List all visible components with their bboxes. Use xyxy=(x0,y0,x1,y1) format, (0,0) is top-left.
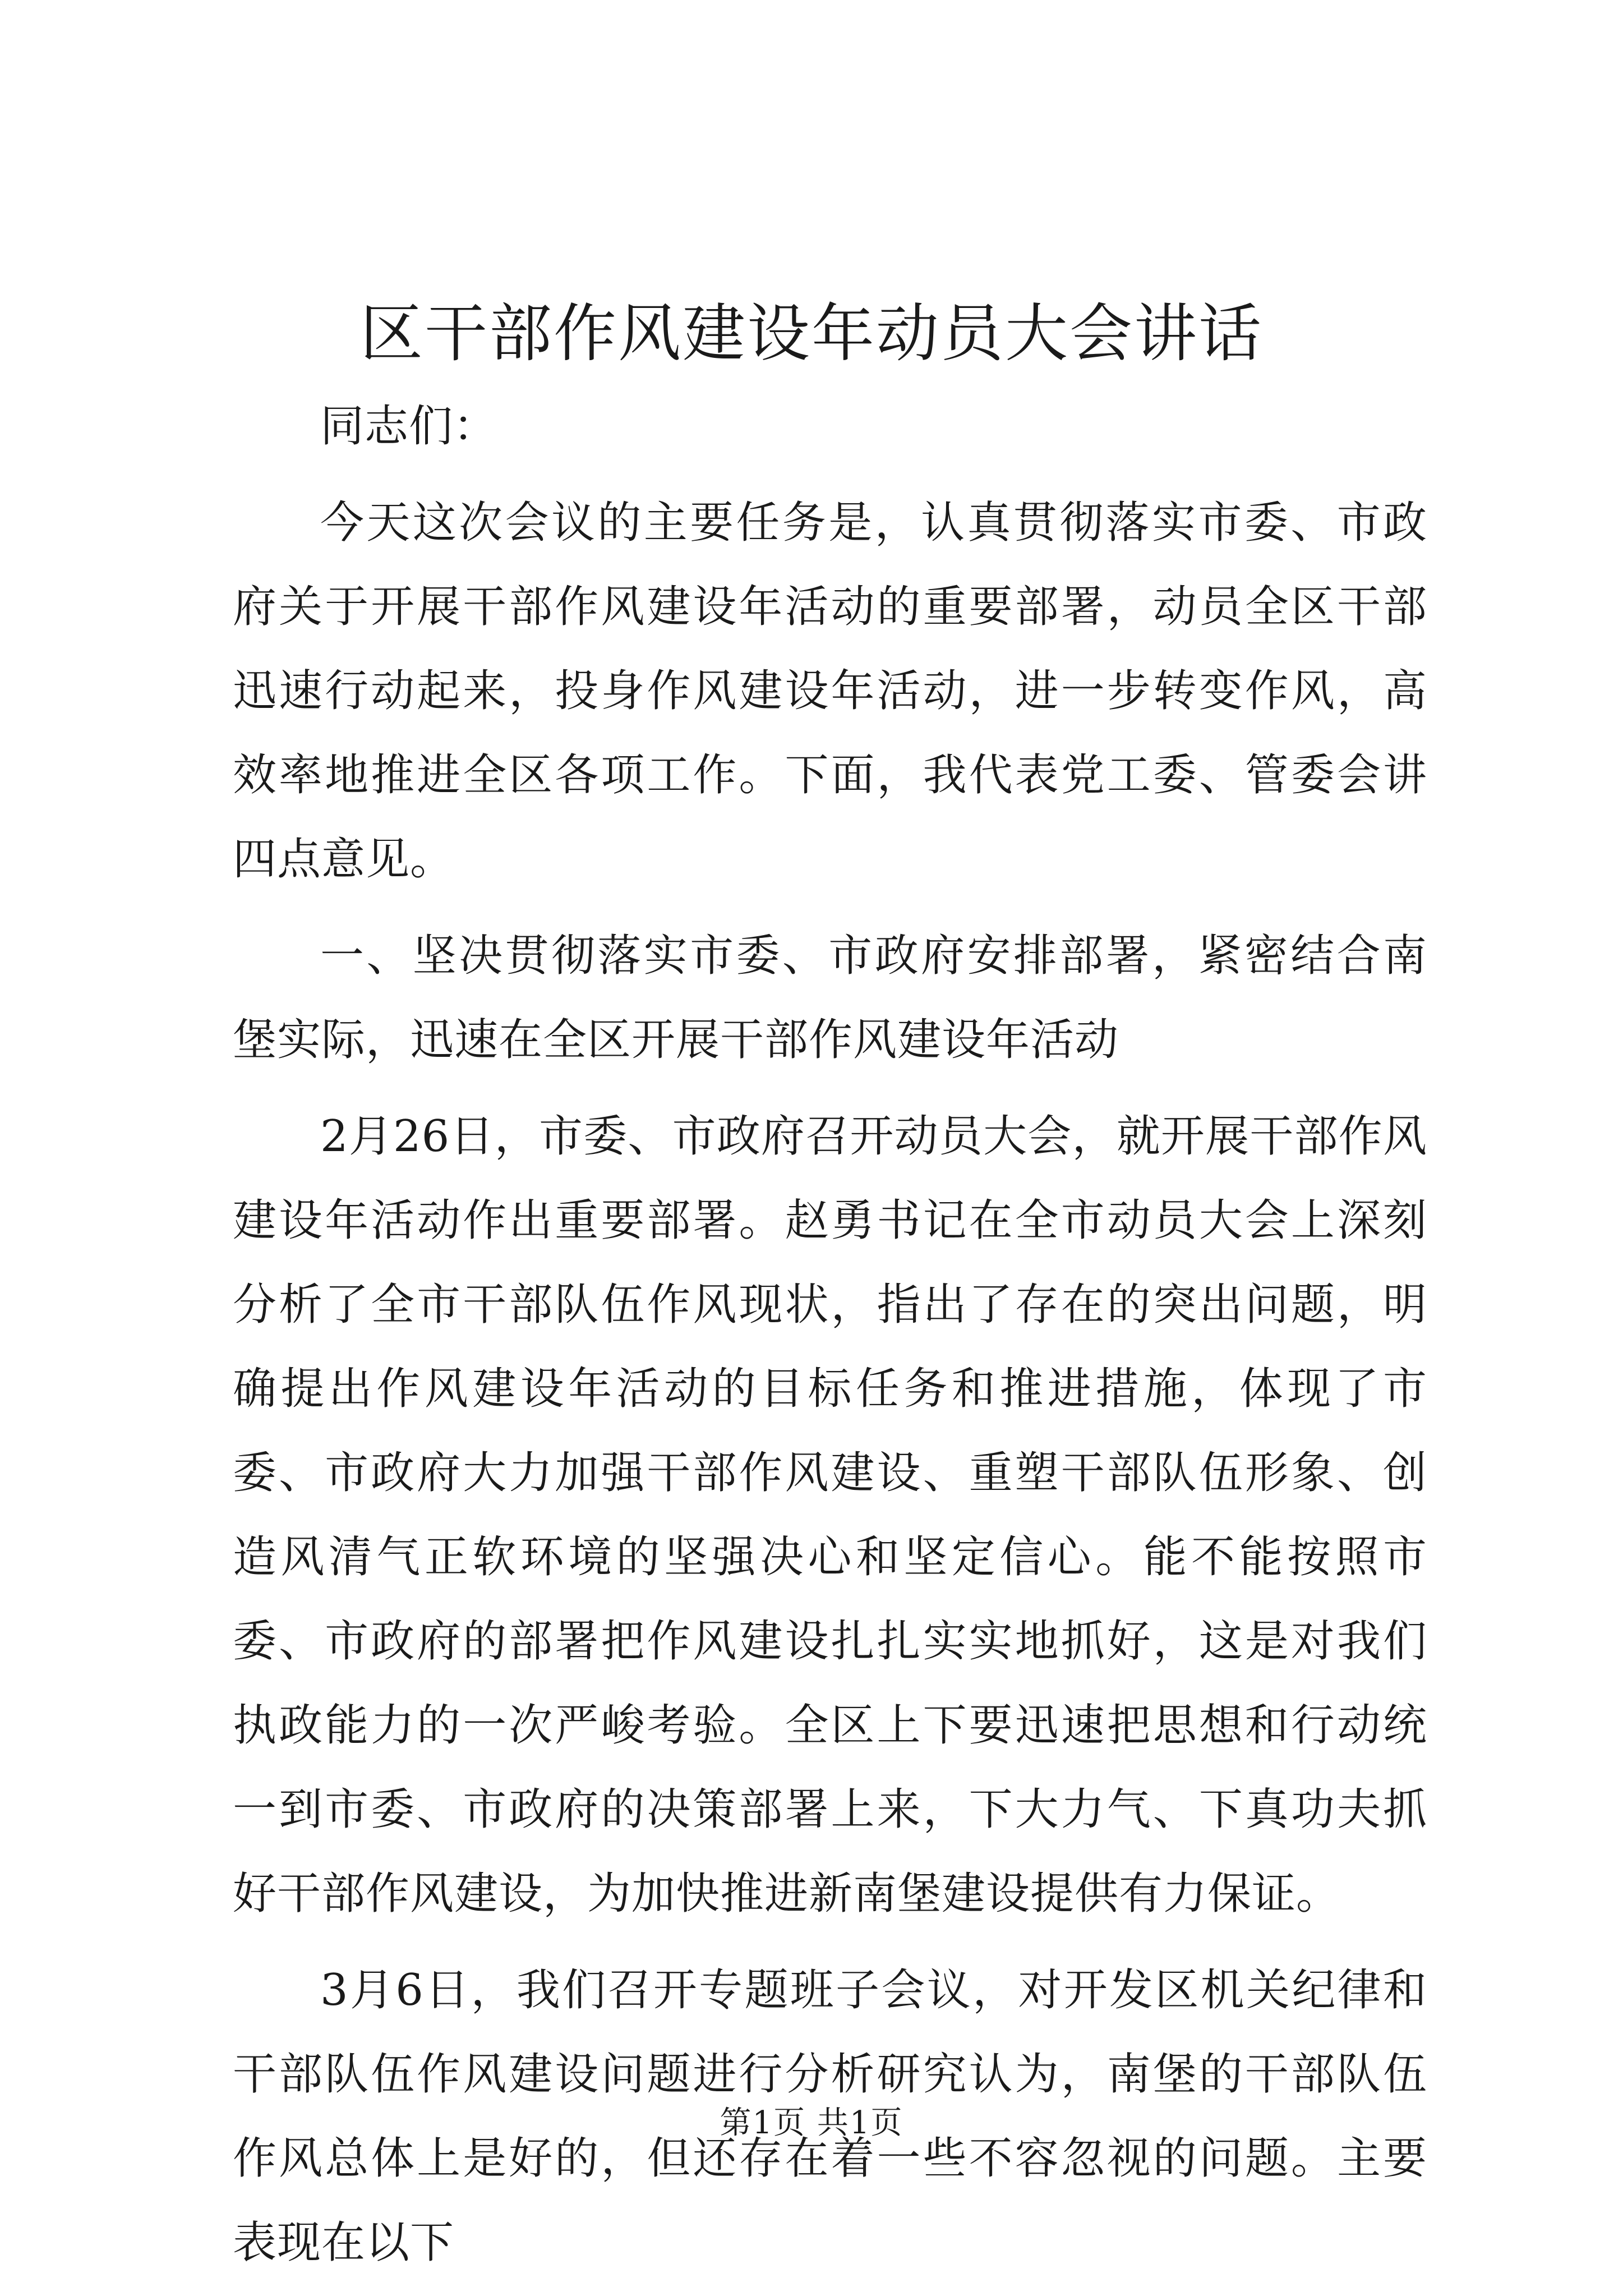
greeting-paragraph: 同志们： xyxy=(320,401,498,452)
document-title: 区干部作风建设年动员大会讲话 xyxy=(360,297,1263,370)
body-paragraph: 3月6日，我们召开专题班子会议，对开发区机关纪律和干部队伍作风建设问题进行分析研究认为，南堡的干部队伍作风总体上是好的，但还存在着一些不容忽视的问题。主要表现在以下 xyxy=(233,1965,1427,2268)
page-footer: 第1页 共1页 xyxy=(720,2105,903,2141)
document-body xyxy=(233,384,1427,2285)
section-heading: 一、坚决贯彻落实市委、市政府安排部署，紧密结合南堡实际，迅速在全区开展干部作风建设年活动 xyxy=(233,931,1427,1065)
body-paragraph: 2月26日，市委、市政府召开动员大会，就开展干部作风建设年活动作出重要部署。赵勇书记在全市动员大会上深刻分析了全市干部队伍作风现状，指出了存在的突出问题，明确提出作风建设年活动的目标任务和推进措施，体现了市委、市政府大力加强干部作风建设、重塑干部队伍形象、创造风清气正软环境的坚强决心和坚定信心。能不能按照市委、市政府的部署把作风建设扎扎实实地抓好，这是对我们执政能力的一次严峻考验。全区上下要迅速把思想和行动统一到市委、市政府的决策部署上来，下大力气、下真功夫抓好干部作风建设，为加快推进新南堡建设提供有力保证。 xyxy=(233,1111,1427,1919)
body-paragraph: 今天这次会议的主要任务是，认真贯彻落实市委、市政府关于开展干部作风建设年活动的重要部署，动员全区干部迅速行动起来，投身作风建设年活动，进一步转变作风，高效率地推进全区各项工作。下面，我代表党工委、管委会讲四点意见。 xyxy=(233,498,1427,885)
